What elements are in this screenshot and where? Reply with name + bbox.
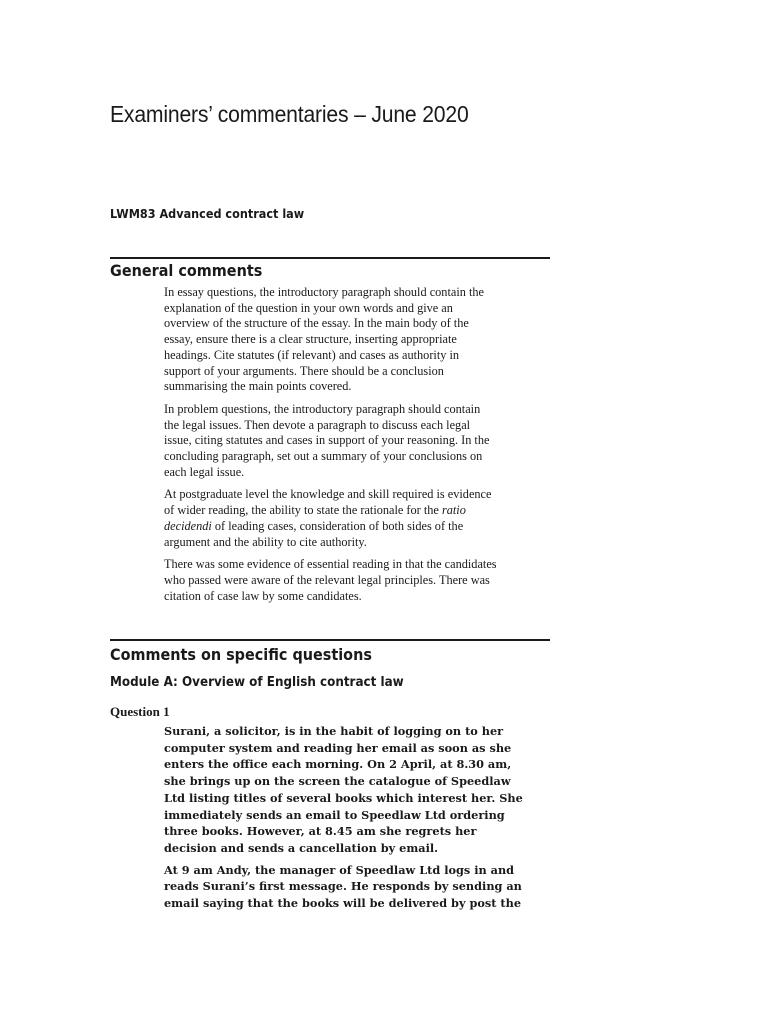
text-line: enters the office each morning. On 2 April, at 8.30 am, bbox=[164, 757, 512, 772]
text-line: At 9 am Andy, the manager of Speedlaw Ltd logs in and bbox=[164, 862, 515, 877]
text-line: of leading cases, consideration of both sides of the bbox=[211, 518, 464, 533]
paragraph bbox=[164, 862, 556, 912]
text-line: headings. Cite statutes (if relevant) and cases as authority in bbox=[164, 347, 460, 362]
text-line: Ltd listing titles of several books which interest her. She bbox=[164, 790, 523, 805]
module-heading: Module A: Overview of English contract law bbox=[110, 675, 404, 690]
text-line: argument and the ability to cite authority. bbox=[164, 534, 367, 549]
paragraph bbox=[164, 285, 554, 395]
course-title: LWM83 Advanced contract law bbox=[110, 206, 305, 221]
text-line: decision and sends a cancellation by email. bbox=[164, 840, 439, 855]
text-line: reads Surani’s first message. He responds by sending an bbox=[164, 879, 522, 894]
text-line: overview of the structure of the essay. In the main body of the bbox=[164, 316, 469, 331]
text-line: of wider reading, the ability to state the rationale for the bbox=[164, 503, 442, 518]
specific-comments-heading: Comments on specific questions bbox=[110, 645, 372, 664]
text-line: essay, ensure there is a clear structure, inserting appropriate bbox=[164, 332, 457, 347]
paragraph bbox=[164, 487, 554, 550]
paragraph bbox=[164, 557, 554, 604]
text-line: In problem questions, the introductory paragraph should contain bbox=[164, 401, 481, 416]
paragraph bbox=[164, 402, 554, 481]
italic-term: decidendi bbox=[164, 518, 212, 533]
text-line: she brings up on the screen the catalogue of Speedlaw bbox=[164, 774, 511, 789]
text-line: Surani, a solicitor, is in the habit of logging on to her bbox=[164, 724, 504, 738]
text-line: issue, citing statutes and cases in support of your reasoning. In the bbox=[164, 433, 490, 448]
text-line: email saying that the books will be delivered by post the bbox=[164, 896, 522, 911]
page-title: Examiners’ commentaries – June 2020 bbox=[110, 101, 469, 127]
text-line: support of your arguments. There should be a conclusion bbox=[164, 363, 444, 378]
general-comments-heading: General comments bbox=[110, 261, 263, 280]
text-line: the legal issues. Then devote a paragraph to discuss each legal bbox=[164, 417, 471, 432]
text-line: immediately sends an email to Speedlaw Ltd ordering bbox=[164, 807, 505, 822]
text-line: each legal issue. bbox=[164, 464, 245, 479]
text-line: computer system and reading her email as soon as she bbox=[164, 740, 512, 755]
italic-term: ratio bbox=[441, 503, 466, 518]
question-text bbox=[164, 723, 556, 917]
general-comments-body bbox=[164, 285, 554, 611]
text-line: In essay questions, the introductory paragraph should contain the bbox=[164, 285, 484, 299]
text-line: three books. However, at 8.45 am she regrets her bbox=[164, 824, 477, 839]
text-line: concluding paragraph, set out a summary of your conclusions on bbox=[164, 449, 483, 464]
question-label: Question 1 bbox=[110, 704, 170, 719]
text-line: There was some evidence of essential reading in that the candidates bbox=[164, 557, 497, 572]
text-line: summarising the main points covered. bbox=[164, 379, 352, 394]
text-line: citation of case law by some candidates. bbox=[164, 588, 362, 603]
paragraph bbox=[164, 723, 556, 857]
text-line: At postgraduate level the knowledge and skill required is evidence bbox=[164, 487, 492, 502]
section-divider bbox=[110, 639, 550, 641]
text-line: explanation of the question in your own words and give an bbox=[164, 300, 453, 315]
text-line: who passed were aware of the relevant legal principles. There was bbox=[164, 572, 490, 587]
section-divider bbox=[110, 257, 550, 259]
